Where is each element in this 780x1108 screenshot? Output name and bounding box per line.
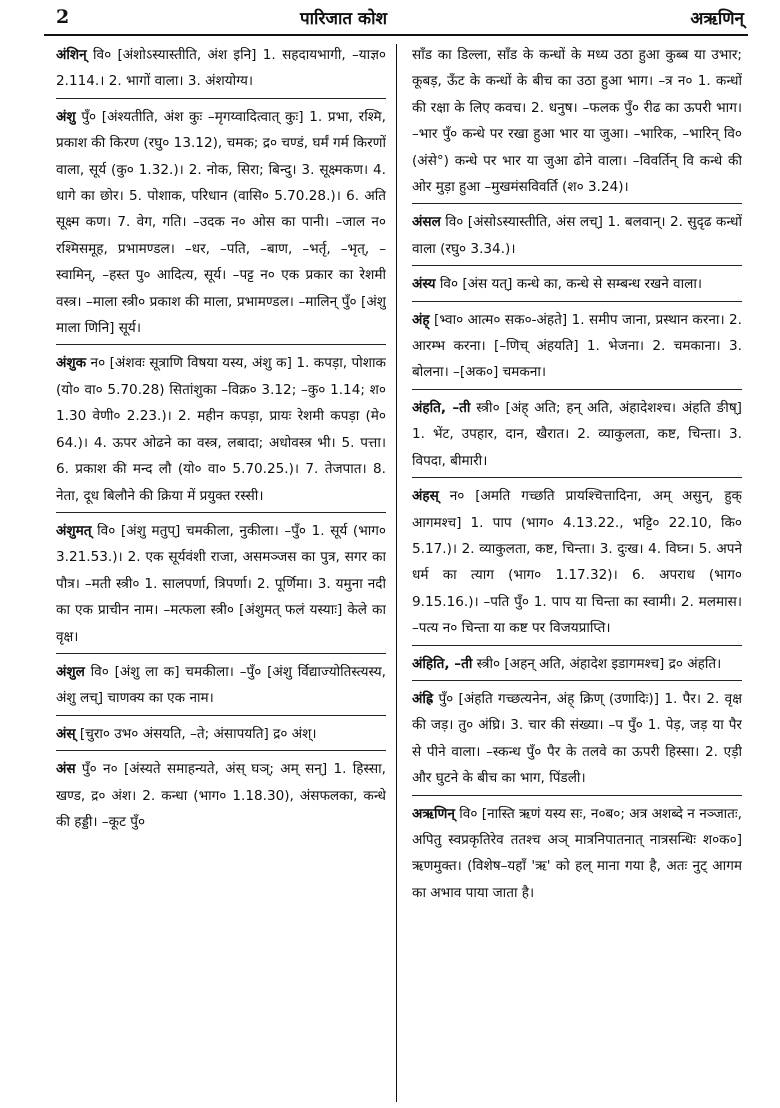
entry-body: पुँ० [अंश्यतीति, अंश कुः –मृगय्वादित्वात् कुः] 1. प्रभा, रश्मि, प्रकाश की किरण (रघु० 13.12), चमक; द्र० चण्डं, घर्मं गर्म किरणों वाला, सूर्य (कु० 1.32.)। 2. नोक, सिरा; बिन्दु। 3. सूक्ष्मकण। 4. धागे का छोर। 5. पोशाक, परिधान (वासि० 5.70.28.)। 6. अति सूक्ष्म कण। 7. वेग, गति। –उदक न० ओस का पानी। –जाल न० रश्मिसमूह, प्रभामण्डल। –धर, –पति, –बाण, –भर्तृ, –भृत्, –स्वामिन्, –हस्त पु० आदित्य, सूर्य। –पट्ट न० एक प्रकार का रेशमी वस्त्र। –माला स्त्री० प्रकाश की माला, प्रभामण्डल। –मालिन् पुँ० [अंशु माला णिनि] सूर्य। — [56, 108, 386, 337]
dictionary-entry — [56, 104, 386, 346]
dictionary-entry — [56, 42, 386, 99]
dictionary-entry — [412, 209, 742, 266]
dictionary-entry — [412, 271, 742, 301]
entry-headword: अंहति, –ती — [412, 399, 471, 416]
entry-body: वि० [अंस यत्] कन्धे का, कन्धे से सम्बन्ध रखने वाला। — [435, 276, 703, 293]
column-divider — [396, 44, 397, 1102]
entry-headword: अंह् — [412, 311, 430, 328]
dictionary-entry — [56, 721, 386, 751]
guide-word: अऋणिन् — [690, 9, 744, 29]
entry-body: [भ्वा० आत्म० सक०-अंहते] 1. समीप जाना, प्रस्थान करना। 2. आरम्भ करना। [–णिच् अंहयति] 1. भेजना। 2. चमकाना। 3. बोलना। –[अक०] चमकना। — [412, 311, 742, 381]
entry-headword: अंशुल — [56, 663, 85, 680]
left-column — [56, 42, 386, 1106]
header-rule — [44, 34, 748, 36]
entry-body: स्त्री० [अंह् अति; हन् अति, अंहादेशश्च। अंहति ङीष्] 1. भेंट, उपहार, दान, खैरात। 2. व्याकुलता, कष्ट, चिन्ता। 3. विपदा, बीमारी। — [412, 399, 742, 469]
entry-body: वि० [अंसोऽस्यास्तीति, अंस लच्] 1. बलवान्। 2. सुदृढ कन्धों वाला (रघु० 3.34.)। — [412, 214, 742, 257]
entry-headword: अंशुक — [56, 355, 87, 372]
entry-body: वि० [अंशोऽस्यास्तीति, अंश इनि] 1. सहदायभागी, –याज्ञ० 2.114.। 2. भागों वाला। 3. अंशयोग्य। — [56, 47, 386, 90]
entry-body: वि० [अंशु ला क] चमकीला। –पुँ० [अंशु र्विद्याज्योतिस्त्यस्य, अंशु लच्] चाणक्य का एक नाम। — [56, 663, 386, 707]
entry-body: वि० [नास्ति ऋणं यस्य सः, न०ब०; अत्र अशब्दे न नञ्जातः, अपितु स्वप्रकृतिरेव ततश्च अञ् मात्रनिपातनात् नात्रसन्धिः श०क०] ऋणमुक्त। (विशेष–यहाँ 'ऋ' को हल् माना गया है, अतः नुट् आगम का अभाव पाया जाता है। — [412, 805, 742, 901]
entry-body: पुँ० न० [अंस्यते समाहन्यते, अंस् घञ्; अम् सन्] 1. हिस्सा, खण्ड, द्र० अंश। 2. कन्धा (भाग० 1.18.30), अंसफलका, कन्धे की हड्डी। –कूट पुँ० — [56, 761, 386, 830]
dictionary-entry — [412, 307, 742, 390]
entry-headword: अंशिन् — [56, 47, 87, 63]
dictionary-entry — [412, 483, 742, 645]
dictionary-entry — [412, 651, 742, 681]
entry-body: न० [अमति गच्छति प्रायश्चित्तादिना, अम् असुन्, हुक् आगमश्च] 1. पाप (भाग० 4.13.22., भट्टि० 22.10, कि० 5.17.)। 2. व्याकुलता, कष्ट, चिन्ता। 3. दुःख। 4. विघ्न। 5. अपने धर्म का त्याग (भाग० 1.17.32)। 6. अपराध (भाग० 9.15.16.)। –पति पुँ० 1. पाप या चिन्ता का स्वामी। 2. मलमास। –पत्य न० चिन्ता या कष्ट पर विजयप्राप्ति। — [412, 488, 742, 637]
entry-body: वि० [अंशु मतुप्] चमकीला, नुकीला। –पुँ० 1. सूर्य (भाग० 3.21.53.)। 2. एक सूर्यवंशी राजा, असमञ्जस का पुत्र, सगर का पौत्र। –मती स्त्री० 1. सालपर्णा, त्रिपर्णा। 2. पूर्णिमा। 3. यमुना नदी का एक प्राचीन नाम। –मत्फला स्त्री० [अंशुमत् फलं यस्याः] केले का वृक्ष। — [56, 522, 386, 645]
entry-headword: अंस् — [56, 725, 76, 742]
entry-headword: अंह्रि — [412, 690, 434, 707]
entry-headword: अंस — [56, 761, 76, 778]
dictionary-entry — [56, 659, 386, 716]
dictionary-entry — [412, 801, 742, 910]
dictionary-entry — [56, 756, 386, 838]
entry-body: [चुरा० उभ० अंसयति, –ते; अंसापयति] द्र० अंश्। — [75, 725, 317, 742]
entry-body: न० [अंशवः सूत्राणि विषया यस्य, अंशु क] 1. कपड़ा, पोशाक (यो० वा० 5.70.28) सितांशुका –विक्र० 3.12; –कु० 1.14; श० 1.30 वेणी० 2.23.)। 2. महीन कपड़ा, प्रायः रेशमी कपड़ा (मे० 64.)। 4. ऊपर ओढने का वस्त्र, लबादा; अधोवस्त्र भी। 5. पत्ता। 6. प्रकाश की मन्द लौ (यो० वा० 5.70.25.)। 7. तेजपात। 8. नेता, दूध बिलौने की क्रिया में प्रयुक्त रस्सी। — [56, 355, 386, 504]
entry-body: पुँ० [अंहति गच्छत्यनेन, अंह् क्रिण् (उणादिः)] 1. पैर। 2. वृक्ष की जड़। तु० अंघ्रि। 3. चार की संख्या। –प पुँ० 1. पेड़, जड़ या पैर से पीने वाला। –स्कन्ध पुँ० पैर के तलवे का ऊपरी हिस्सा। 2. एड़ी और घुटने के बीच का भाग, पिंडली। — [412, 690, 742, 787]
right-column — [412, 42, 742, 1106]
dictionary-entry — [56, 350, 386, 512]
dictionary-entry-continued — [412, 42, 742, 204]
dictionary-entry — [56, 518, 386, 654]
dictionary-entry — [412, 686, 742, 796]
entry-headword: अंशु — [56, 108, 76, 125]
entry-headword: अंसल — [412, 214, 441, 231]
entry-body: स्त्री० [अहन् अति, अंहादेश इडागमश्च] द्र० अंहति। — [472, 655, 722, 672]
page-number: 2 — [56, 6, 70, 28]
entry-headword: अंस्य — [412, 276, 436, 293]
book-title: पारिजात कोश — [300, 9, 388, 29]
dictionary-entry — [412, 395, 742, 478]
entry-headword: अऋणिन् — [412, 805, 455, 822]
entry-headword: अंहिति, –ती — [412, 655, 473, 672]
entry-body: साँड का डिल्ला, साँड के कन्धों के मध्य उठा हुआ कुब्ब या उभार; कूबड़, ऊँट के कन्धों के बीच का उठा हुआ भाग। –त्र न० 1. कन्धों की रक्षा के लिए कवच। 2. धनुष। –फलक पुँ० रीढ का ऊपरी भाग। –भार पुँ० कन्धे पर रखा हुआ भार या जुआ। –भारिक, –भारिन् वि० (अंसे°) कन्धे पर भार या जुआ ढोने वाला। –विवर्तिन् वि कन्धे की ओर मुड़ा हुआ –मुखमंसविवर्ति (श० 3.24)। — [412, 47, 742, 196]
entry-headword: अंहस् — [412, 488, 439, 505]
page-header — [0, 0, 780, 34]
entry-headword: अंशुमत् — [56, 522, 92, 539]
